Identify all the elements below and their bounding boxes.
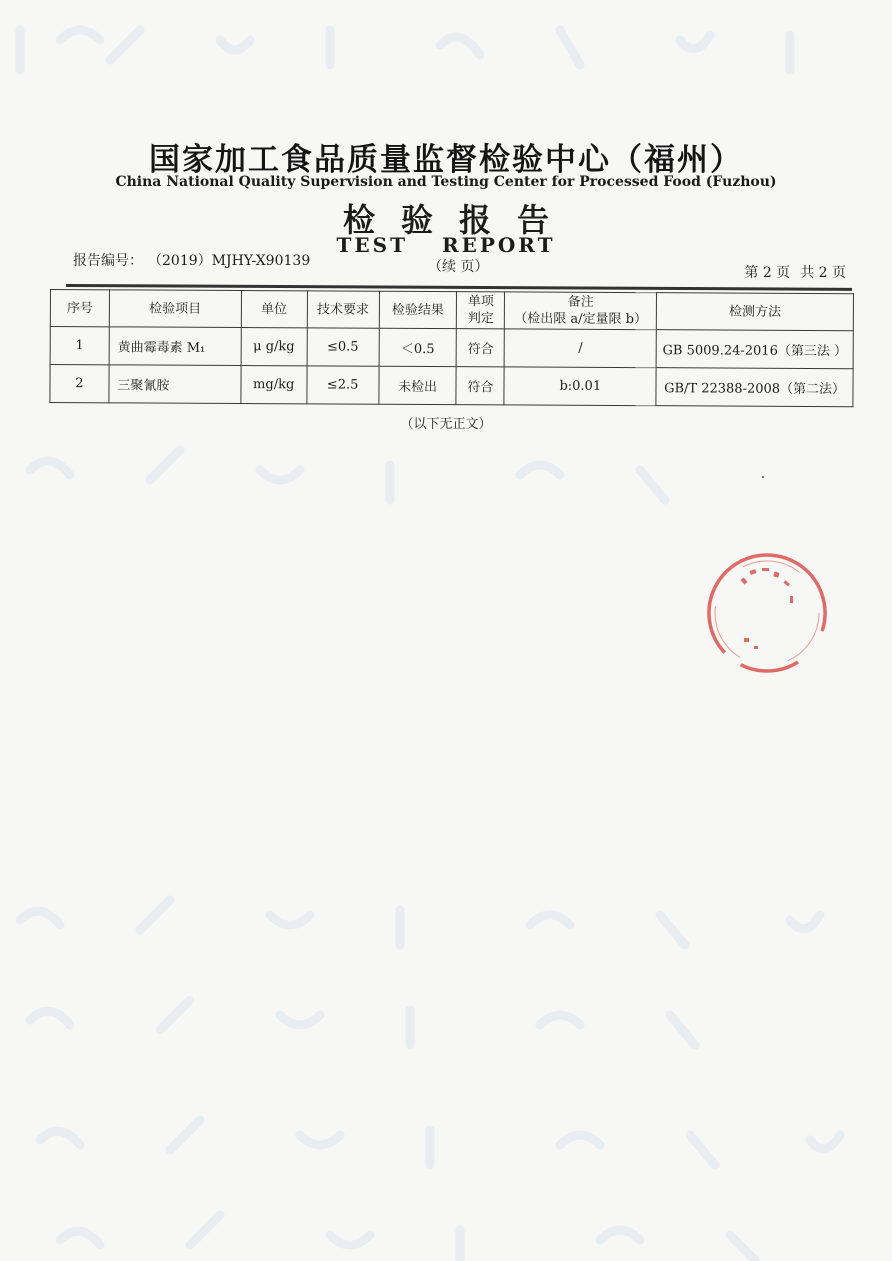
col-header-judgement-line1: 单项 <box>467 294 494 310</box>
page-indicator <box>734 262 846 282</box>
col-header-method: 检测方法 <box>656 293 853 331</box>
cell-no: 1 <box>50 327 109 365</box>
cell-method: GB 5009.24-2016（第三法 ） <box>656 330 853 369</box>
cell-requirement: ≤0.5 <box>307 328 379 366</box>
col-header-requirement: 技术要求 <box>307 291 379 328</box>
cell-judgement: 符合 <box>457 329 505 367</box>
cell-item: 黄曲霉毒素 M₁ <box>109 327 241 366</box>
col-header-judgement <box>457 292 505 329</box>
report-title-en-word1: TEST <box>336 233 408 257</box>
cell-judgement: 符合 <box>456 367 504 405</box>
scan-speck <box>762 476 764 478</box>
cell-result: 未检出 <box>378 366 456 404</box>
cell-unit: mg/kg <box>241 366 307 404</box>
table-header-row <box>50 290 853 331</box>
col-header-judgement-line2: 判定 <box>467 311 494 327</box>
col-header-remark-line2: （检出限 a/定量限 b） <box>514 311 648 328</box>
cell-remark: b:0.01 <box>504 367 656 406</box>
report-number-label: 报告编号： <box>73 253 143 269</box>
cell-requirement: ≤2.5 <box>307 366 379 404</box>
continuation-label: （续 页） <box>428 259 489 275</box>
center-title-cn: 国家加工食品质量监督检验中心（福州） <box>149 142 743 178</box>
report-number <box>73 250 310 270</box>
official-seal-stamp <box>702 548 832 678</box>
col-header-item: 检验项目 <box>109 290 241 328</box>
cell-result: ＜0.5 <box>379 328 457 366</box>
report-title-cn: 检验报告 <box>342 201 575 239</box>
results-table <box>49 289 854 407</box>
cell-method: GB/T 22388-2008（第二法） <box>656 368 853 407</box>
col-header-unit: 单位 <box>241 291 307 328</box>
col-header-remark <box>505 292 657 330</box>
report-title-en-word2: REPORT <box>441 233 556 257</box>
cell-remark: / <box>505 329 657 368</box>
col-header-no: 序号 <box>50 290 109 327</box>
table-row <box>50 365 853 407</box>
center-title-en: China National Quality Supervision and Testing Center for Processed Food (Fuzhou) <box>115 174 777 190</box>
table-row <box>50 327 853 369</box>
cell-no: 2 <box>50 365 109 403</box>
page-current: 第 2 页 <box>744 265 791 281</box>
report-number-value: （2019）MJHY-X90139 <box>155 253 311 269</box>
results-table-wrapper <box>49 289 854 407</box>
col-header-result: 检验结果 <box>379 291 457 328</box>
end-of-text-note: （以下无正文） <box>400 417 492 432</box>
cell-item: 三聚氰胺 <box>109 365 241 404</box>
cell-unit: μ g/kg <box>241 328 307 366</box>
col-header-remark-line1: 备注 <box>567 294 594 310</box>
page-total: 共 2 页 <box>800 265 846 281</box>
